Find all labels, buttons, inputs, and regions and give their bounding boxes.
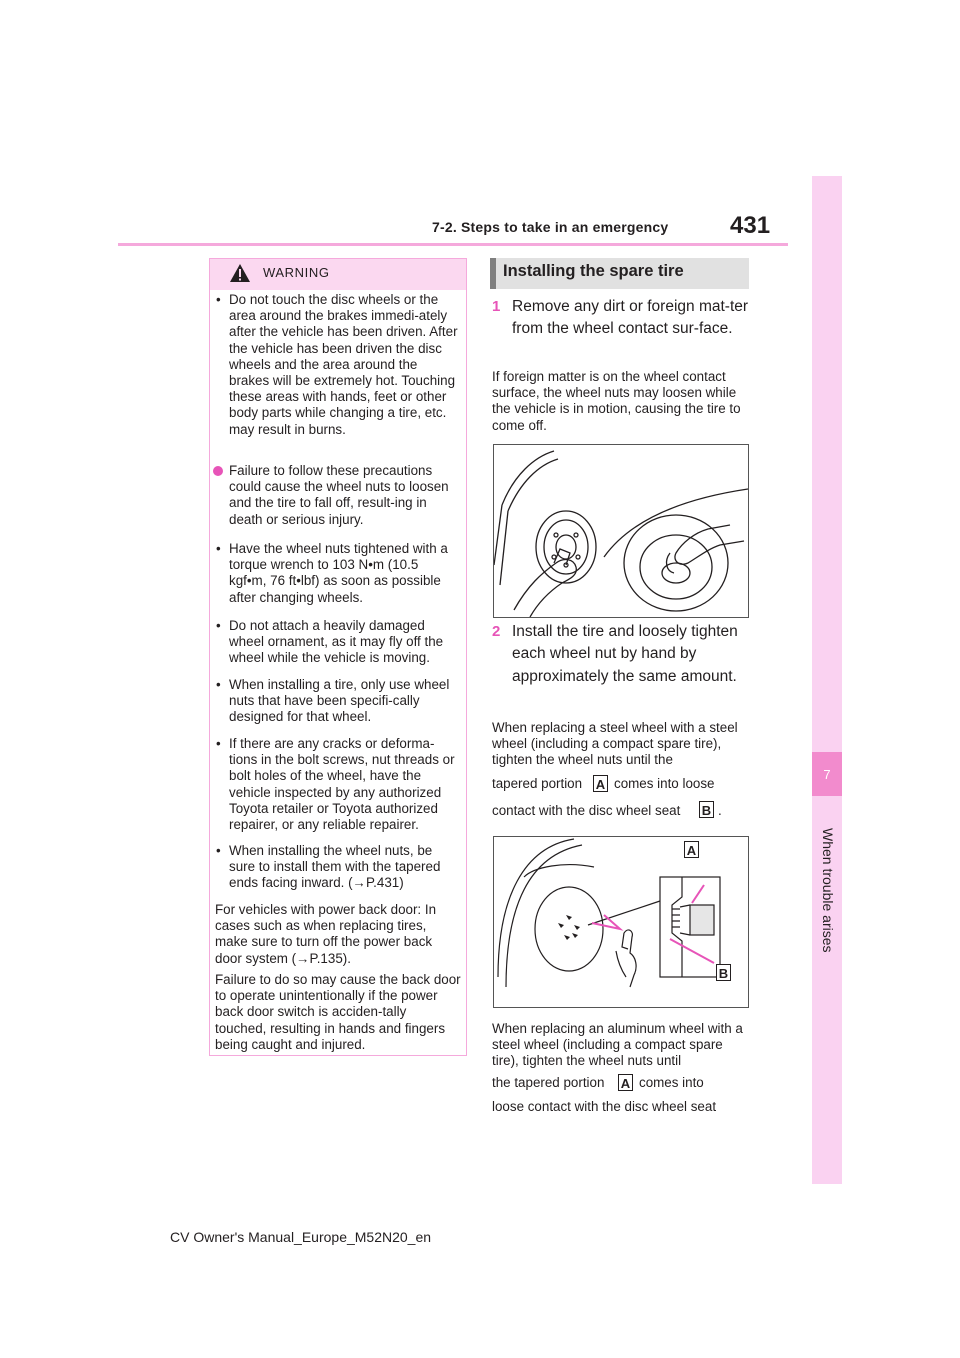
step-text: Remove any dirt or foreign mat-ter from the wheel contact sur-face. xyxy=(512,298,749,338)
circle-bullet-icon xyxy=(213,466,223,476)
figure-wheel-nut xyxy=(493,836,749,1008)
steel-wheel-text: When replacing a steel wheel with a steel wheel (including a compact spare tire), tighten the wheel nuts until the xyxy=(492,720,738,768)
warning-title: WARNING xyxy=(263,265,330,280)
header-rule xyxy=(118,243,788,246)
chapter-tab xyxy=(812,176,842,1184)
section-heading-bar xyxy=(490,258,496,289)
warning-item: When installing the wheel nuts, be sure to install them with the tapered ends facing inward. (→P.431) xyxy=(229,843,441,891)
warning-item: Do not attach a heavily damaged wheel ornament, as it may fly off the wheel while the vehicle is moving. xyxy=(229,618,444,666)
warning-item: If there are any cracks or deforma-tions in the bolt screws, nut threads or bolt holes of the wheel, have the vehicle inspected by any authorized Toyota retailer or Toyota authorized repairer, or any reliable repairer. xyxy=(229,736,455,833)
step-text: Install the tire and loosely tighten each wheel nut by hand by approximately the same amount. xyxy=(512,623,738,685)
warning-triangle-icon xyxy=(229,263,251,283)
figure-clean-wheel xyxy=(493,444,749,618)
figure-label-a: A xyxy=(684,841,699,858)
aluminum-wheel-text: comes into xyxy=(639,1075,704,1090)
warning-item: Have the wheel nuts tightened with a torque wrench to 103 N•m (10.5 kgf•m, 76 ft•lbf) as soon as possible after changing wheels. xyxy=(229,541,448,605)
wheel-nut-illustration xyxy=(494,837,748,1007)
section-heading: Installing the spare tire xyxy=(503,262,684,280)
label-b-box: B xyxy=(699,801,714,818)
bullet-dot: • xyxy=(216,843,221,858)
label-a-box: A xyxy=(618,1074,633,1091)
label-a-box: A xyxy=(593,775,608,792)
page-number: 431 xyxy=(730,212,771,239)
chapter-title: When trouble arises xyxy=(820,828,836,953)
steel-wheel-text: . xyxy=(718,803,722,818)
section-title: 7-2. Steps to take in an emergency xyxy=(432,219,669,235)
steel-wheel-text: contact with the disc wheel seat xyxy=(492,803,681,818)
warning-item: Do not touch the disc wheels or the area around the brakes immedi-ately after the vehicle has been driven. After the vehicle has been driven the disc wheels and the area around the brakes will be extremely hot. Touching these areas with hands, feet or other body parts while changing a tire, etc. may result in burns. xyxy=(229,292,458,437)
bullet-dot: • xyxy=(216,618,221,633)
warning-paragraph: Failure to do so may cause the back door to operate unintentionally if the power back door switch is acciden-tally touched, resulting in hands and fingers being caught and injured. xyxy=(215,972,461,1052)
wheel-cleaning-illustration xyxy=(494,445,748,617)
bullet-dot: • xyxy=(216,541,221,556)
bullet-dot: • xyxy=(216,292,221,307)
aluminum-wheel-text: the tapered portion xyxy=(492,1075,605,1090)
chapter-number: 7 xyxy=(823,767,831,782)
steel-wheel-text: comes into loose xyxy=(614,776,715,791)
bullet-dot: • xyxy=(216,736,221,751)
step-note: If foreign matter is on the wheel contact surface, the wheel nuts may loosen while the vehicle is in motion, causing the tire to come off. xyxy=(492,369,741,433)
warning-item: Failure to follow these precautions could cause the wheel nuts to loosen and the tire to fall off, result-ing in death or serious injury. xyxy=(229,463,449,527)
warning-item: When installing a tire, only use wheel nuts that have been specifi-cally designed for that wheel. xyxy=(229,677,450,725)
bullet-dot: • xyxy=(216,677,221,692)
figure-label-b: B xyxy=(716,964,731,981)
warning-paragraph: For vehicles with power back door: In cases such as when replacing tires, make sure to turn off the power back door system (→P.135). xyxy=(215,902,437,966)
step-number: 2 xyxy=(492,623,501,640)
aluminum-wheel-text: loose contact with the disc wheel seat xyxy=(492,1099,717,1114)
footer-text: CV Owner's Manual_Europe_M52N20_en xyxy=(170,1229,432,1245)
step-number: 1 xyxy=(492,298,501,315)
steel-wheel-text: tapered portion xyxy=(492,776,583,791)
aluminum-wheel-text: When replacing an aluminum wheel with a steel wheel (including a compact spare tire), tighten the wheel nuts until xyxy=(492,1021,743,1069)
